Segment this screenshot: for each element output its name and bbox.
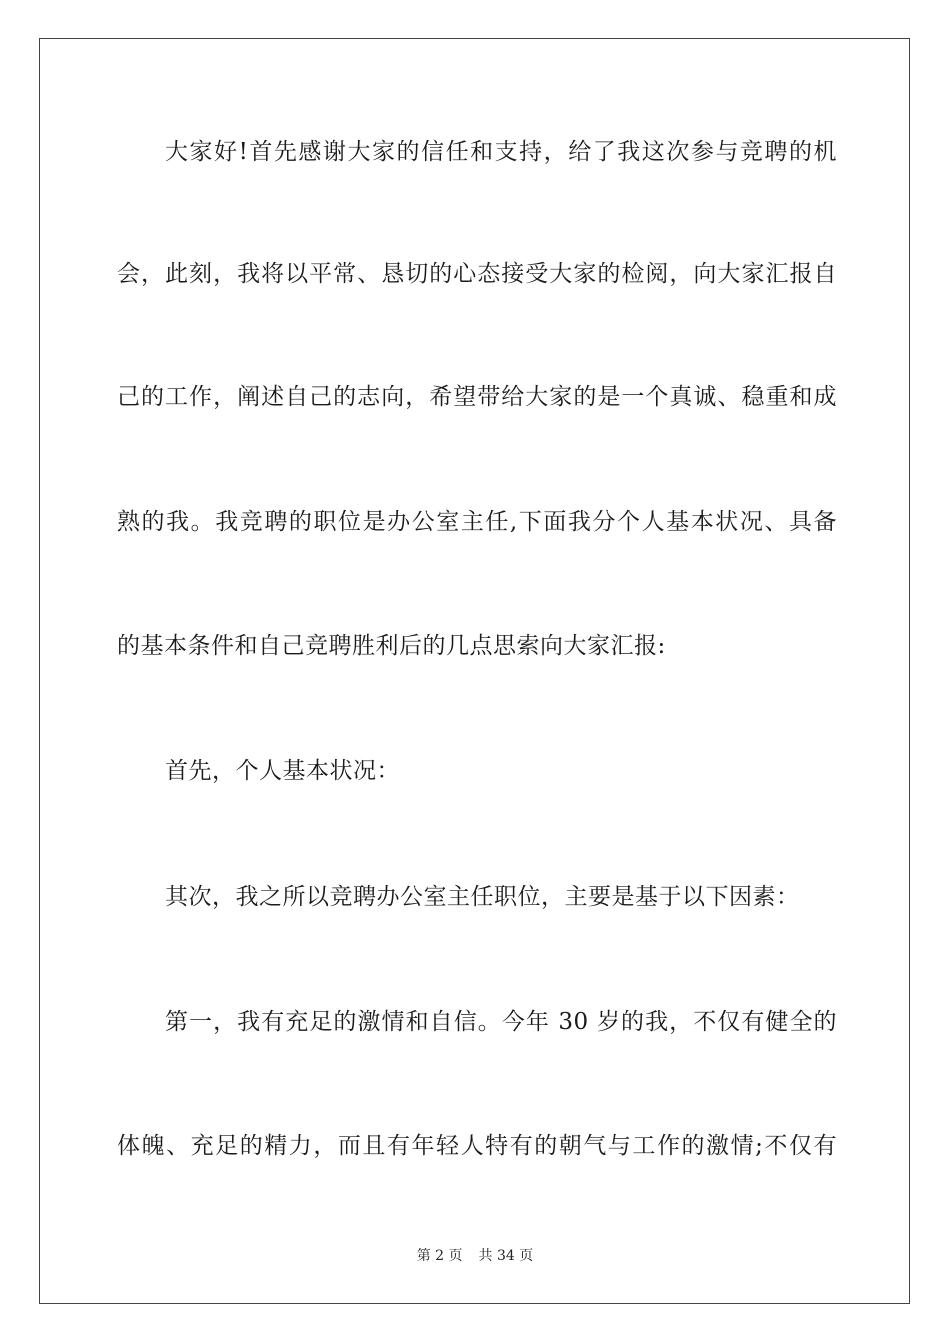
paragraph-line: 大家好!首先感谢大家的信任和支持，给了我这次参与竞聘的机 [165,139,837,165]
paragraph-line: 的基本条件和自己竞聘胜利后的几点思索向大家汇报: [117,633,666,659]
paragraph-line: 熟的我。我竞聘的职位是办公室主任,下面我分个人基本状况、具备 [117,509,837,535]
paragraph-line: 己的工作，阐述自己的志向，希望带给大家的是一个真诚、稳重和成 [117,384,837,410]
page-total: 共 34 页 [478,1248,534,1264]
paragraph-line: 第一，我有充足的激情和自信。今年 30 岁的我，不仅有健全的 [165,1009,837,1035]
paragraph-line: 首先，个人基本状况： [165,758,400,784]
page-border [39,38,910,1304]
page-footer [0,1246,950,1266]
paragraph-line: 体魄、充足的精力，而且有年轻人特有的朝气与工作的激情;不仅有 [117,1133,837,1159]
page-number: 第 2 页 [416,1248,463,1264]
paragraph-line: 其次，我之所以竞聘办公室主任职位，主要是基于以下因素： [165,884,800,910]
paragraph-line: 会，此刻，我将以平常、恳切的心态接受大家的检阅，向大家汇报自 [117,261,837,287]
